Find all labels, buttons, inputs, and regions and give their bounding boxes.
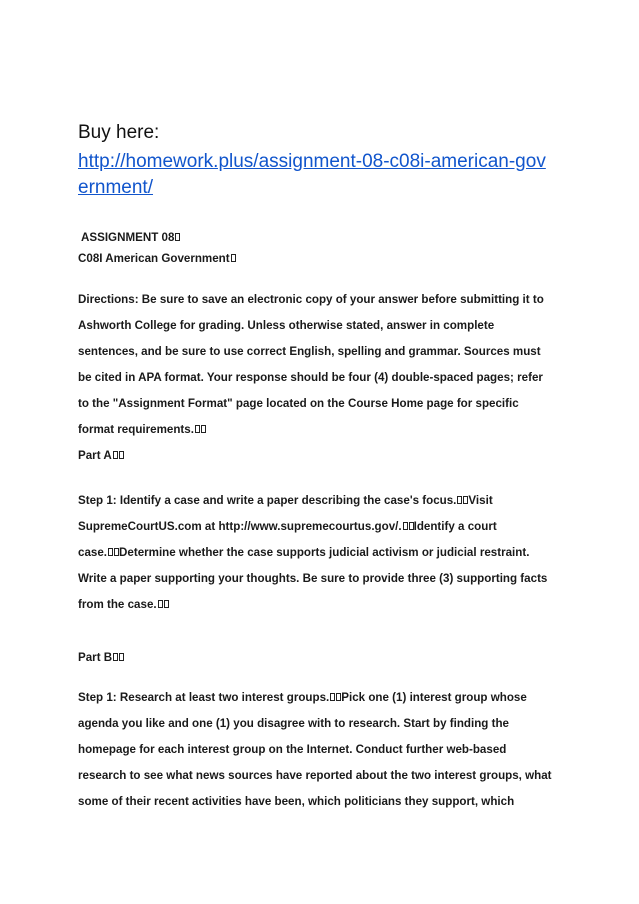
part-a-line (78, 597, 618, 623)
directions-line: be cited in APA format. Your response should be four (4) double-spaced pages; refer (78, 371, 543, 384)
part-a-text: Visit (468, 494, 493, 507)
missing-glyph-icon (119, 451, 124, 459)
course-title-text: C08I American Government (78, 252, 230, 265)
part-a-line (78, 545, 618, 571)
missing-glyph-icon (403, 522, 408, 530)
part-a-line (78, 571, 618, 597)
missing-glyph-icon (113, 451, 118, 459)
part-a-text: Step 1: Identify a case and write a paper describing the case's focus. (78, 494, 457, 507)
directions-line: sentences, and be sure to use correct English, spelling and grammar. Sources must (78, 345, 541, 358)
part-b-heading (78, 650, 618, 676)
directions-line: to the "Assignment Format" page located on the Course Home page for specific (78, 397, 519, 410)
part-b-line: some of their recent activities have been, which politicians they support, which (78, 795, 515, 808)
buy-here-label: Buy here: (78, 122, 160, 143)
missing-glyph-icon (108, 548, 113, 556)
part-a-text: from the case. (78, 598, 157, 611)
part-a-line (78, 493, 618, 519)
missing-glyph-icon (457, 496, 462, 504)
purchase-link[interactable] (78, 149, 568, 201)
part-a-text: SupremeCourtUS.com at http://www.supremecourtus.gov/. (78, 520, 402, 533)
directions-line (78, 422, 618, 448)
directions-line: Ashworth College for grading. Unless otherwise stated, answer in complete (78, 319, 495, 332)
part-b-line: research to see what news sources have reported about the two interest groups, what (78, 769, 552, 782)
part-b-line: agenda you like and one (1) you disagree with to research. Start by finding the (78, 717, 509, 730)
part-b-paragraph (78, 690, 618, 820)
part-a-paragraph (78, 493, 618, 623)
part-b-text: Step 1: Research at least two interest groups. (78, 691, 330, 704)
missing-glyph-icon (164, 600, 169, 608)
assignment-title-text: ASSIGNMENT 08 (81, 231, 175, 244)
assignment-title (81, 230, 180, 246)
part-b-line: homepage for each interest group on the Internet. Conduct further web-based (78, 743, 507, 756)
part-b-line (78, 690, 618, 716)
part-a-heading (78, 448, 618, 474)
part-b-text: Pick one (1) interest group whose (341, 691, 527, 704)
part-a-text: Determine whether the case supports judicial activism or judicial restraint. (119, 546, 530, 559)
course-title (78, 251, 236, 267)
missing-glyph-icon (195, 425, 200, 433)
missing-glyph-icon (158, 600, 163, 608)
part-a-text: case. (78, 546, 108, 559)
part-a-title: Part A (78, 449, 112, 462)
missing-glyph-icon (201, 425, 206, 433)
part-a-text: Identify a court (413, 520, 497, 533)
missing-glyph-icon (113, 653, 118, 661)
missing-glyph-icon (175, 233, 180, 241)
part-b-title: Part B (78, 651, 113, 664)
missing-glyph-icon (231, 254, 236, 262)
purchase-link-line-2[interactable]: ernment/ (78, 177, 153, 198)
missing-glyph-icon (330, 693, 335, 701)
part-a-line (78, 519, 618, 545)
purchase-link-line-1[interactable]: http://homework.plus/assignment-08-c08i-american-gov (78, 151, 546, 172)
directions-paragraph (78, 292, 618, 448)
missing-glyph-icon (119, 653, 124, 661)
part-a-text: Write a paper supporting your thoughts. Be sure to provide three (3) supporting facts (78, 572, 548, 585)
directions-line: Directions: Be sure to save an electronic copy of your answer before submitting it to (78, 293, 544, 306)
directions-line-text: format requirements. (78, 423, 194, 436)
